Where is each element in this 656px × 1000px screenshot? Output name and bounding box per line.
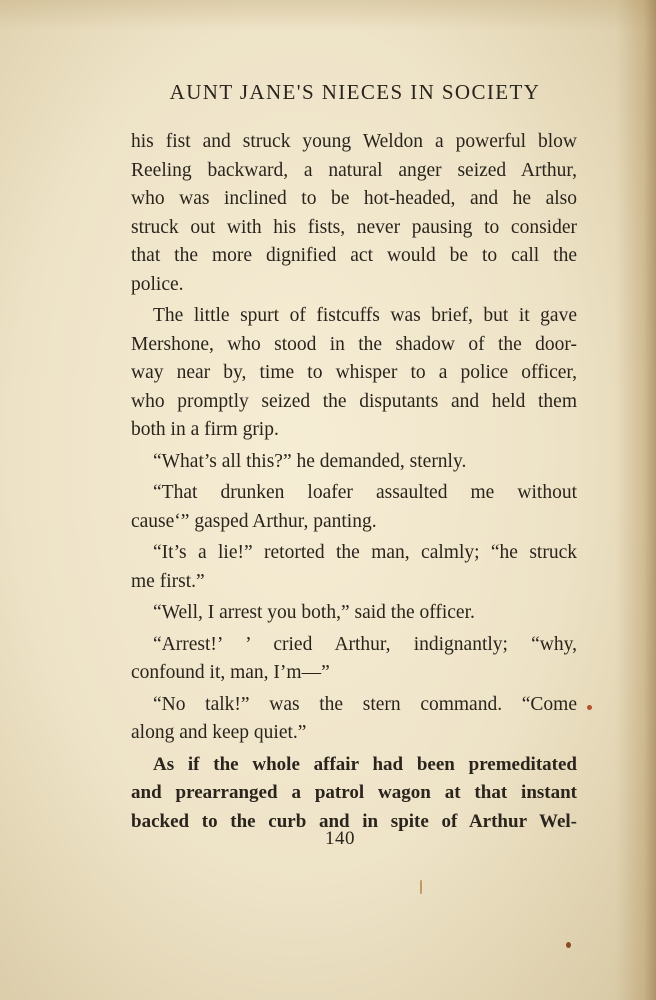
paper-spot (587, 705, 592, 710)
text-line: along and keep quiet.” (131, 722, 307, 743)
text-line: “Arrest!’ ’ cried Arthur, indignantly; “why, (153, 633, 577, 655)
page-body-text (131, 128, 577, 836)
text-line: who promptly seized the disputants and held them (131, 390, 577, 412)
text-line: confound it, man, I’m—” (131, 662, 330, 683)
text-line: “That drunken loafer assaulted me without (153, 482, 577, 503)
text-line: that the more dignified act would be to call the (131, 245, 577, 266)
text-line: police. (131, 273, 184, 295)
text-line: “Well, I arrest you both,” said the officer. (153, 602, 475, 623)
text-line: his fist and struck young Weldon a powerful blow (131, 131, 577, 152)
page-number: 140 (325, 828, 355, 849)
text-line: way near by, time to whisper to a police officer, (131, 362, 577, 383)
text-line: As if the whole affair had been premeditated (153, 753, 577, 775)
text-line: me first.” (131, 570, 205, 592)
text-line: who was inclined to be hot-headed, and he also (131, 188, 577, 209)
text-line: The little spurt of fistcuffs was brief, but it gave (153, 305, 577, 326)
paper-spot (566, 942, 571, 948)
text-line: “No talk!” was the stern command. “Come (153, 693, 577, 715)
text-line: Mershone, who stood in the shadow of the door- (131, 333, 577, 355)
text-line: both in a firm grip. (131, 419, 279, 440)
paper-spot (420, 880, 422, 894)
page-top-shading (0, 0, 656, 30)
page-edge-shading (616, 0, 656, 1000)
running-header: AUNT JANE'S NIECES IN SOCIETY (169, 80, 541, 104)
text-line: “What’s all this?” he demanded, sternly. (153, 450, 467, 472)
text-line: and prearranged a patrol wagon at that instant (131, 782, 577, 803)
text-line: struck out with his fists, never pausing to consider (131, 216, 577, 238)
text-line: backed to the curb and in spite of Arthur Wel- (131, 810, 577, 832)
text-line: Reeling backward, a natural anger seized Arthur, (131, 159, 577, 181)
text-line: cause‘” gasped Arthur, panting. (131, 510, 377, 532)
text-line: “It’s a lie!” retorted the man, calmly; “he struck (153, 542, 577, 563)
